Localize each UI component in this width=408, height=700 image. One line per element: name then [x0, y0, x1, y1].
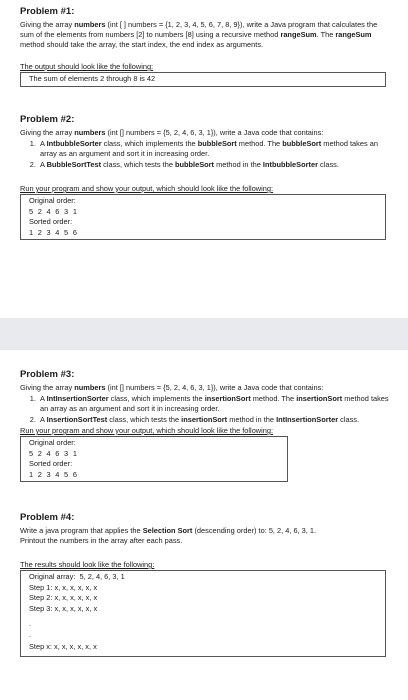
bold-term: Selection Sort	[142, 526, 193, 535]
problem-4-instruction: Printout the numbers in the array after each pass.	[20, 536, 183, 545]
text: A	[40, 415, 47, 424]
text: Giving the array	[20, 383, 75, 392]
output-line: Original array: 5, 2, 4, 6, 3, 1	[29, 572, 125, 581]
output-line: Step 3: x, x, x, x, x, x	[29, 603, 98, 613]
problem-3-title: Problem #3:	[20, 369, 75, 380]
text: method. The	[250, 394, 297, 403]
bold-term: insertionSort	[296, 394, 343, 403]
output-line: 5 2 4 6 3 1	[29, 206, 79, 216]
text: class.	[338, 415, 360, 424]
bold-term: InsertionSortTest	[46, 415, 108, 424]
problem-2-output-box	[20, 194, 386, 240]
text: (int [] numbers = {5, 2, 4, 6, 3, 1}), write a Java code that contains:	[105, 128, 324, 137]
output-line: The sum of elements 2 through 8 is 42	[29, 74, 156, 83]
text: method takes an array as an argument and sort it in increasing order.	[40, 394, 389, 413]
text: (int [] numbers = {5, 2, 4, 6, 3, 1}), write a Java code that contains:	[105, 383, 324, 392]
ellipsis-dot: .	[29, 619, 32, 628]
problem-4	[20, 512, 392, 657]
output-line: Step x: x, x, x, x, x, x	[29, 642, 97, 651]
problem-3-output-intro: Run your program and show your output, which should look like the following:	[20, 426, 274, 435]
document-page-2	[0, 350, 408, 700]
problem-3	[20, 369, 392, 482]
ellipsis-dot: .	[29, 630, 32, 639]
problem-1	[20, 6, 392, 87]
output-line: Sorted order:	[29, 459, 73, 468]
text: class, which tests the	[107, 415, 182, 424]
text: class, which implements the	[108, 394, 205, 403]
text: Giving the array	[20, 128, 75, 137]
text: Giving the array	[20, 20, 75, 29]
requirement-item	[38, 415, 392, 425]
document-page-1	[0, 0, 408, 318]
text: Write a java program that applies the	[20, 526, 143, 535]
problem-4-output-box	[20, 570, 386, 657]
requirement-item	[38, 139, 392, 159]
output-line: Step 1: x, x, x, x, x, x	[29, 582, 98, 592]
output-line: 5 2 4 6 3 1	[29, 448, 79, 458]
problem-3-description	[20, 383, 392, 393]
text: (descending order) to: 5, 2, 4, 6, 3, 1.	[192, 526, 317, 535]
problem-4-title: Problem #4:	[20, 512, 75, 523]
bold-term: bubbleSort	[282, 139, 322, 148]
bold-term: numbers	[74, 128, 106, 137]
problem-2	[20, 114, 392, 240]
bold-term: IntbubbleSorter	[262, 160, 318, 169]
bold-term: numbers	[74, 20, 106, 29]
output-line: Sorted order:	[29, 217, 73, 226]
output-line: Original order:	[29, 196, 76, 205]
bold-term: BubbleSortTest	[46, 160, 102, 169]
problem-2-description	[20, 128, 392, 138]
text: method in the	[214, 160, 263, 169]
problem-1-description	[20, 20, 392, 50]
bold-term: rangeSum	[280, 30, 317, 39]
problem-1-output-box	[20, 72, 386, 87]
output-line: 1 2 3 4 5 6	[29, 469, 79, 479]
problem-3-output-box	[20, 436, 288, 482]
text: (int [ ] numbers = {1, 2, 3, 4, 5, 6, 7, 8, 9}), write a Java program that calculates the sum of the elements from numbers [2] to numbers [8] using a recursive method	[20, 20, 378, 39]
problem-1-output-intro: The output should look like the following:	[20, 62, 154, 71]
problem-3-requirements	[20, 394, 392, 425]
problem-4-description	[20, 526, 392, 536]
text: A	[40, 160, 47, 169]
requirement-item	[38, 394, 392, 414]
text: class, which implements the	[101, 139, 198, 148]
output-line: Step 2: x, x, x, x, x, x	[29, 593, 98, 602]
problem-2-title: Problem #2:	[20, 114, 75, 125]
text: method takes an array as an argument and sort it in increasing order.	[40, 139, 378, 158]
problem-4-output-intro: The results should look like the following:	[20, 560, 155, 569]
problem-2-output-intro: Run your program and show your output, which should look like the following:	[20, 184, 274, 193]
bold-term: insertionSort	[204, 394, 251, 403]
bold-term: rangeSum	[335, 30, 372, 39]
bold-term: IntInsertionSorter	[276, 415, 339, 424]
requirement-item	[38, 160, 392, 170]
text: method should take the array, the start index, the end index as arguments.	[20, 40, 264, 49]
bold-term: IntInsertionSorter	[46, 394, 109, 403]
bold-term: IntbubbleSorter	[46, 139, 102, 148]
text: class.	[317, 160, 339, 169]
problem-1-title: Problem #1:	[20, 6, 75, 17]
text: A	[40, 394, 47, 403]
text: class, which tests the	[101, 160, 175, 169]
output-line: 1 2 3 4 5 6	[29, 227, 79, 237]
bold-term: bubbleSort	[197, 139, 237, 148]
problem-2-requirements	[20, 139, 392, 170]
text: method. The	[236, 139, 283, 148]
text: A	[40, 139, 47, 148]
text: . The	[316, 30, 336, 39]
text: method in the	[227, 415, 277, 424]
output-line: Original order:	[29, 438, 76, 447]
bold-term: numbers	[74, 383, 106, 392]
bold-term: insertionSort	[181, 415, 228, 424]
bold-term: bubbleSort	[175, 160, 215, 169]
